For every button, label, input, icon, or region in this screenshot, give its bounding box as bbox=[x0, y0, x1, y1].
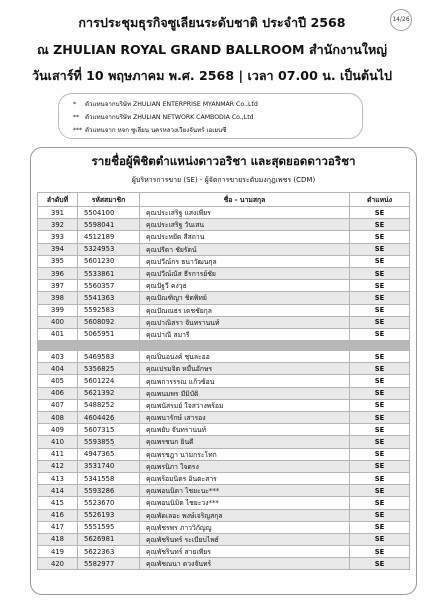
row-order-cell: 408 bbox=[38, 412, 78, 424]
footnote-text: ตัวแทนจากบริษัท ZHULIAN ENTERPRISE MYANMAR Co.,Ltd bbox=[85, 101, 258, 108]
footnote-item bbox=[73, 111, 362, 124]
header-title-line-3: วันเสาร์ที่ 10 พฤษภาคม พ.ศ. 2568 | เวลา 07.00 น. เป็นต้นไป bbox=[31, 68, 393, 83]
footnote-item bbox=[73, 124, 362, 137]
row-order-cell: 393 bbox=[38, 231, 78, 243]
row-name-cell: คุณปัฐวี คงวุธ bbox=[140, 280, 350, 292]
row-name-cell: คุณปัณณธร เดชชัยกุล bbox=[140, 304, 350, 316]
member-list-panel bbox=[30, 147, 417, 595]
header-title-line-2: ณ ZHULIAN ROYAL GRAND BALLROOM สำนักงานใหญ่ bbox=[37, 42, 387, 57]
table-row bbox=[38, 375, 410, 387]
row-order-cell: 404 bbox=[38, 363, 78, 375]
row-member-id-cell: 5601230 bbox=[78, 255, 140, 267]
row-name-cell: คุณปิ่นอนงค์ ชุนละออ bbox=[140, 351, 350, 363]
table-row bbox=[38, 472, 410, 484]
table-body bbox=[38, 207, 410, 570]
row-name-cell: คุณพอนนิมิต ไชยะวง*** bbox=[140, 497, 350, 509]
row-order-cell: 392 bbox=[38, 219, 78, 231]
row-position-cell: SE bbox=[350, 351, 410, 363]
table-row bbox=[38, 304, 410, 316]
footnote-mark: *** bbox=[73, 127, 82, 134]
table-row bbox=[38, 387, 410, 399]
row-member-id-cell: 5626981 bbox=[78, 533, 140, 545]
list-subtitle: ผู้บริหารการขาย (SE) - ผู้จัดการขายระดับมงกุฎเพชร (CDM) bbox=[131, 176, 316, 184]
row-order-cell: 412 bbox=[38, 460, 78, 472]
member-table bbox=[37, 192, 410, 570]
row-member-id-cell: 5533861 bbox=[78, 267, 140, 279]
row-position-cell: SE bbox=[350, 509, 410, 521]
list-title: รายชื่อผู้พิชิตตำแหน่งดาวอริชา และสุดยอดดาวอริชา bbox=[91, 154, 356, 168]
table-row bbox=[38, 255, 410, 267]
row-member-id-cell: 4947365 bbox=[78, 448, 140, 460]
table-row bbox=[38, 267, 410, 279]
row-member-id-cell: 5488252 bbox=[78, 399, 140, 411]
column-header-order: ลำดับที่ bbox=[38, 193, 78, 207]
row-position-cell: SE bbox=[350, 363, 410, 375]
footnote-mark: * bbox=[73, 101, 76, 108]
row-position-cell: SE bbox=[350, 231, 410, 243]
row-order-cell: 414 bbox=[38, 485, 78, 497]
row-name-cell: คุณพนารักษ์ เสารอง bbox=[140, 412, 350, 424]
row-name-cell bbox=[140, 341, 350, 351]
table-row bbox=[38, 231, 410, 243]
row-member-id-cell: 5526193 bbox=[78, 509, 140, 521]
table-row bbox=[38, 243, 410, 255]
column-header-member-id: รหัสสมาชิก bbox=[78, 193, 140, 207]
row-position-cell: SE bbox=[350, 292, 410, 304]
table-row bbox=[38, 521, 410, 533]
page-number-badge: 14/26 bbox=[390, 9, 412, 31]
row-member-id-cell: 5608092 bbox=[78, 316, 140, 328]
row-name-cell: คุณพการรรณ แก้วซ้อน bbox=[140, 375, 350, 387]
table-row bbox=[38, 533, 410, 545]
row-member-id-cell: 4512189 bbox=[78, 231, 140, 243]
row-order-cell: 407 bbox=[38, 399, 78, 411]
row-position-cell: SE bbox=[350, 436, 410, 448]
row-order-cell: 406 bbox=[38, 387, 78, 399]
row-name-cell: คุณปวีณ์กร ธนาวัฒนกุล bbox=[140, 255, 350, 267]
table-row bbox=[38, 412, 410, 424]
row-position-cell: SE bbox=[350, 399, 410, 411]
row-member-id-cell: 5582977 bbox=[78, 558, 140, 570]
row-position-cell: SE bbox=[350, 448, 410, 460]
row-member-id-cell: 5593286 bbox=[78, 485, 140, 497]
row-member-id-cell: 5523670 bbox=[78, 497, 140, 509]
row-member-id-cell: 5356825 bbox=[78, 363, 140, 375]
row-order-cell: 419 bbox=[38, 546, 78, 558]
row-name-cell: คุณเปรมจิต หมื่นอักษร bbox=[140, 363, 350, 375]
row-name-cell: คุณพัชรพร ภาววิกัญญู bbox=[140, 521, 350, 533]
row-position-cell bbox=[350, 341, 410, 351]
table-separator-row bbox=[38, 341, 410, 351]
row-position-cell: SE bbox=[350, 267, 410, 279]
row-position-cell: SE bbox=[350, 328, 410, 340]
table-row bbox=[38, 485, 410, 497]
table-row bbox=[38, 509, 410, 521]
row-position-cell: SE bbox=[350, 387, 410, 399]
row-member-id-cell: 5601224 bbox=[78, 375, 140, 387]
column-header-name: ชื่อ - นามสกุล bbox=[140, 193, 350, 207]
row-order-cell: 403 bbox=[38, 351, 78, 363]
row-member-id-cell: 5469583 bbox=[78, 351, 140, 363]
row-order-cell: 410 bbox=[38, 436, 78, 448]
footnotes-box bbox=[58, 93, 363, 139]
row-member-id-cell: 5324953 bbox=[78, 243, 140, 255]
row-name-cell: คุณปาณี สมารี bbox=[140, 328, 350, 340]
row-position-cell: SE bbox=[350, 558, 410, 570]
row-order-cell: 415 bbox=[38, 497, 78, 509]
column-header-position: ตำแหน่ง bbox=[350, 193, 410, 207]
row-member-id-cell: 5592583 bbox=[78, 304, 140, 316]
row-order-cell: 396 bbox=[38, 267, 78, 279]
row-position-cell: SE bbox=[350, 546, 410, 558]
table-row bbox=[38, 399, 410, 411]
row-order-cell: 391 bbox=[38, 207, 78, 219]
row-member-id-cell: 5622363 bbox=[78, 546, 140, 558]
row-order-cell: 416 bbox=[38, 509, 78, 521]
row-member-id-cell: 3531740 bbox=[78, 460, 140, 472]
table-row bbox=[38, 280, 410, 292]
row-member-id-cell: 5598041 bbox=[78, 219, 140, 231]
table-row bbox=[38, 328, 410, 340]
table-row bbox=[38, 292, 410, 304]
row-name-cell: คุณประเสริฐ แสงเพียร bbox=[140, 207, 350, 219]
row-position-cell: SE bbox=[350, 255, 410, 267]
row-name-cell: คุณปวีณ์ณัส ธีรการย์ชัย bbox=[140, 267, 350, 279]
row-member-id-cell: 4604426 bbox=[78, 412, 140, 424]
row-position-cell: SE bbox=[350, 243, 410, 255]
row-order-cell: 405 bbox=[38, 375, 78, 387]
table-row bbox=[38, 207, 410, 219]
row-position-cell: SE bbox=[350, 219, 410, 231]
table-row bbox=[38, 363, 410, 375]
row-position-cell: SE bbox=[350, 375, 410, 387]
table-row bbox=[38, 497, 410, 509]
row-member-id-cell: 5541363 bbox=[78, 292, 140, 304]
row-position-cell: SE bbox=[350, 497, 410, 509]
row-name-cell: คุณพร้อมนิตร อินตะสาร bbox=[140, 472, 350, 484]
table-row bbox=[38, 424, 410, 436]
row-position-cell: SE bbox=[350, 472, 410, 484]
header-title-line-1: การประชุมธุรกิจซูเลียนระดับชาติ ประจำปี 2568 bbox=[78, 15, 346, 30]
footnote-text: ตัวแทนจาก หจก ซูเลียน นครหลวงเวียงจันทร์ เอเยนซี bbox=[85, 127, 227, 134]
row-position-cell: SE bbox=[350, 304, 410, 316]
row-order-cell: 420 bbox=[38, 558, 78, 570]
table-row bbox=[38, 351, 410, 363]
row-name-cell: คุณพรนิภา ใจตรง bbox=[140, 460, 350, 472]
row-name-cell: คุณพัชรินทร์ สายเพียร bbox=[140, 546, 350, 558]
row-order-cell: 397 bbox=[38, 280, 78, 292]
row-name-cell: คุณพรชฎา นามกระโทก bbox=[140, 448, 350, 460]
row-name-cell: คุณพนมพร มีมิบัติ bbox=[140, 387, 350, 399]
row-member-id-cell: 5593855 bbox=[78, 436, 140, 448]
row-order-cell: 401 bbox=[38, 328, 78, 340]
row-name-cell: คุณปัณฑิญา ชิดพิทย์ bbox=[140, 292, 350, 304]
row-order-cell: 399 bbox=[38, 304, 78, 316]
row-member-id-cell: 5504100 bbox=[78, 207, 140, 219]
row-position-cell: SE bbox=[350, 316, 410, 328]
table-row bbox=[38, 546, 410, 558]
row-member-id-cell: 5607315 bbox=[78, 424, 140, 436]
row-position-cell: SE bbox=[350, 460, 410, 472]
row-member-id-cell: 5551595 bbox=[78, 521, 140, 533]
row-name-cell: คุณพอนนิดา ไชยะนะ*** bbox=[140, 485, 350, 497]
row-position-cell: SE bbox=[350, 412, 410, 424]
row-order-cell: 395 bbox=[38, 255, 78, 267]
row-order-cell: 394 bbox=[38, 243, 78, 255]
row-name-cell: คุณปาณิสรา จันทรานนท์ bbox=[140, 316, 350, 328]
row-order-cell: 411 bbox=[38, 448, 78, 460]
footnote-text: ตัวแทนจากบริษัท ZHULIAN NETWORK CAMBODIA Co.,Ltd bbox=[85, 114, 254, 121]
row-name-cell: คุณพนัสรมย์ ใจสว่างพร้อม bbox=[140, 399, 350, 411]
row-member-id-cell: 5621392 bbox=[78, 387, 140, 399]
row-position-cell: SE bbox=[350, 533, 410, 545]
table-row bbox=[38, 558, 410, 570]
row-order-cell: 409 bbox=[38, 424, 78, 436]
row-name-cell: คุณพยับ จันทรานนท์ bbox=[140, 424, 350, 436]
footnote-item bbox=[73, 98, 362, 111]
row-member-id-cell: 5341558 bbox=[78, 472, 140, 484]
row-name-cell: คุณพัชรินทร์ ระเบียบไพธ์ bbox=[140, 533, 350, 545]
row-name-cell: คุณประหยัด สีสถาน bbox=[140, 231, 350, 243]
row-name-cell: คุณปรีดา ชัยรัตน์ bbox=[140, 243, 350, 255]
table-row bbox=[38, 460, 410, 472]
row-position-cell: SE bbox=[350, 521, 410, 533]
row-name-cell: คุณประเสริฐ วันเสน bbox=[140, 219, 350, 231]
row-position-cell: SE bbox=[350, 280, 410, 292]
row-name-cell: คุณพรชนก ยินดี bbox=[140, 436, 350, 448]
row-member-id-cell: 5065951 bbox=[78, 328, 140, 340]
table-row bbox=[38, 448, 410, 460]
row-name-cell: คุณพัดเลอะ พงษ์เจริญสกุล bbox=[140, 509, 350, 521]
row-order-cell: 400 bbox=[38, 316, 78, 328]
row-member-id-cell bbox=[78, 341, 140, 351]
table-header-row bbox=[38, 193, 410, 207]
row-order-cell: 398 bbox=[38, 292, 78, 304]
footnote-mark: ** bbox=[73, 114, 79, 121]
row-name-cell: คุณพัชณนา ดวงจันทร์ bbox=[140, 558, 350, 570]
table-row bbox=[38, 436, 410, 448]
table-row bbox=[38, 316, 410, 328]
row-position-cell: SE bbox=[350, 485, 410, 497]
row-order-cell bbox=[38, 341, 78, 351]
row-member-id-cell: 5560357 bbox=[78, 280, 140, 292]
row-order-cell: 418 bbox=[38, 533, 78, 545]
row-order-cell: 413 bbox=[38, 472, 78, 484]
table-row bbox=[38, 219, 410, 231]
row-position-cell: SE bbox=[350, 207, 410, 219]
row-order-cell: 417 bbox=[38, 521, 78, 533]
row-position-cell: SE bbox=[350, 424, 410, 436]
